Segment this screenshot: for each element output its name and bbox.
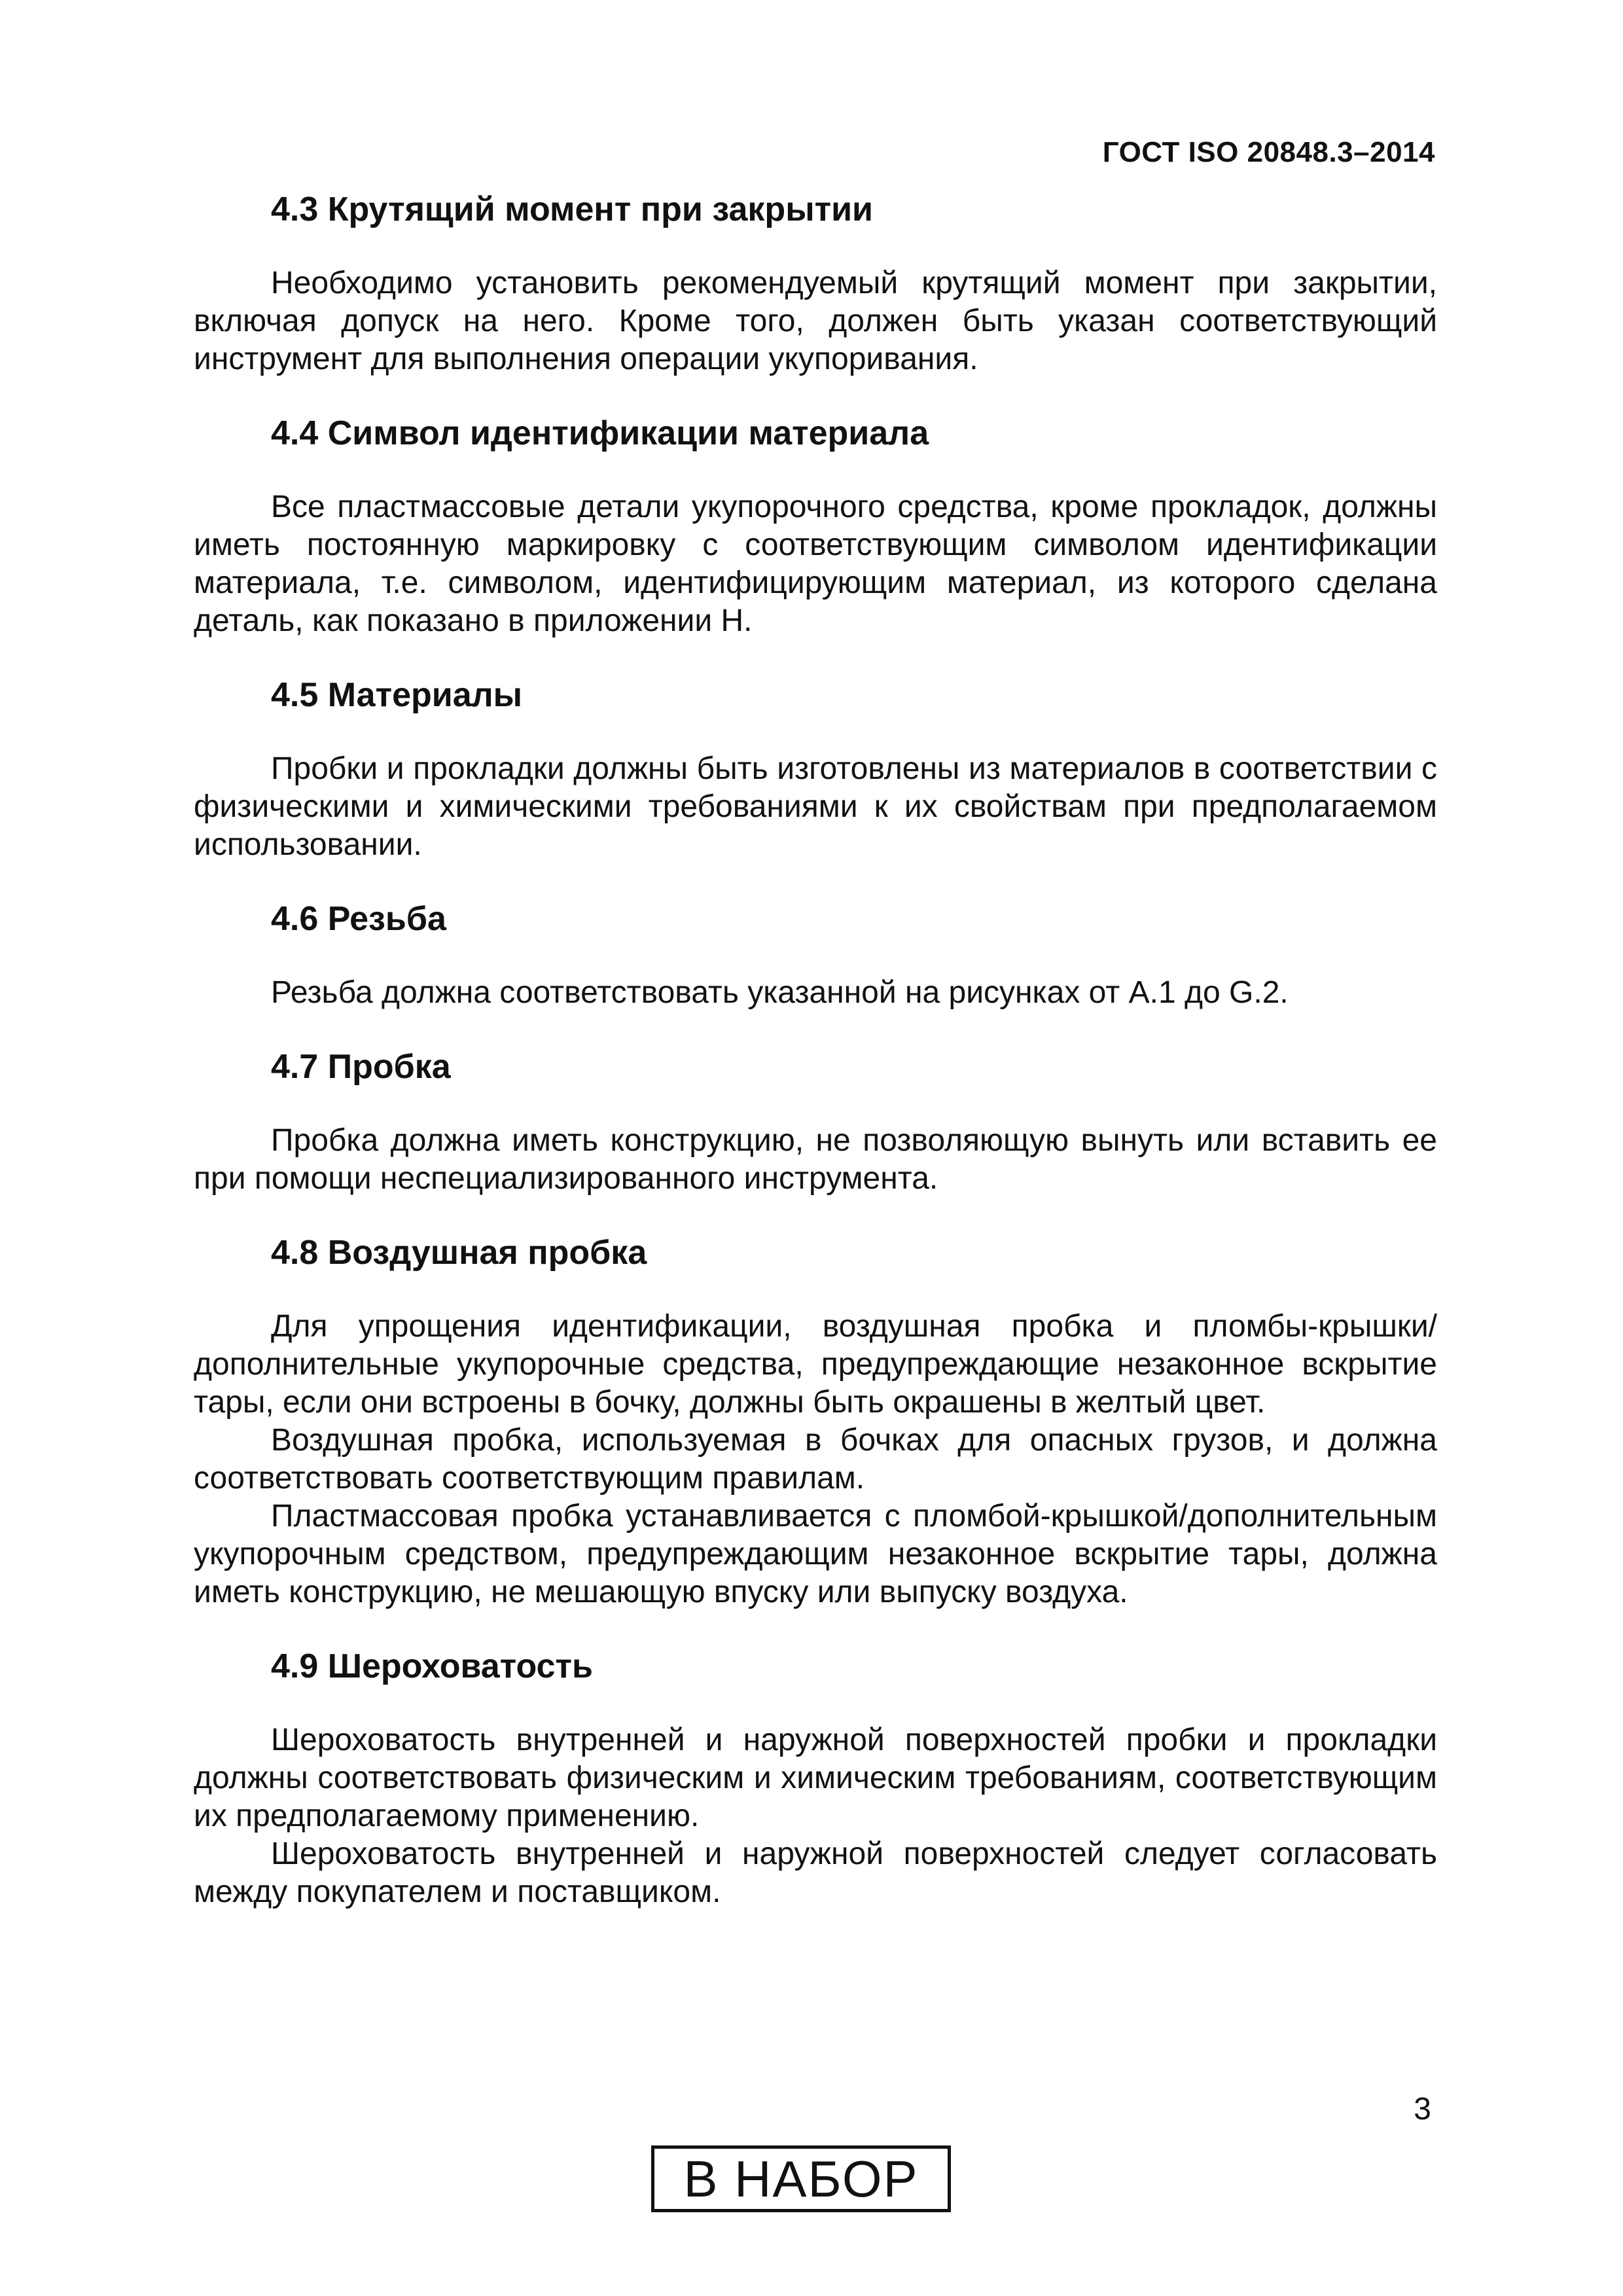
section-paragraph: Пробки и прокладки должны быть изготовлены из материалов в соответствии с физическими и химическими требованиями к их свойствам при предполагаемом использовании. — [194, 751, 1437, 862]
section-4-8 — [194, 1233, 1437, 1611]
section-paragraph: Для упрощения идентификации, воздушная пробка и пломбы-крышки/дополнительные укупорочные средства, предупреждающие незаконное вскрытие тары, если они встроены в бочку, должны быть окрашены в желтый цвет. — [194, 1309, 1437, 1420]
section-4-6 — [194, 899, 1437, 1012]
section-paragraph: Пластмассовая пробка устанавливается с пломбой-крышкой/дополнительным укупорочным средством, предупреждающим незаконное вскрытие тары, должна иметь конструкцию, не мешающую впуску или выпуску воздуха. — [194, 1499, 1437, 1609]
section-heading: 4.4 Символ идентификации материала — [271, 414, 929, 452]
document-body — [194, 190, 1437, 1911]
section-heading: 4.8 Воздушная пробка — [271, 1234, 647, 1272]
section-4-7 — [194, 1047, 1437, 1198]
section-4-5 — [194, 675, 1437, 864]
section-4-4 — [194, 414, 1437, 640]
section-paragraph: Необходимо установить рекомендуемый крутящий момент при закрытии, включая допуск на него. Кроме того, должен быть указан соответствующий инструмент для выполнения операции укупоривания. — [194, 266, 1437, 376]
section-4-3 — [194, 190, 1437, 378]
section-paragraph: Воздушная пробка, используемая в бочках для опасных грузов, и должна соответствовать соответствующим правилам. — [194, 1423, 1437, 1496]
section-heading: 4.9 Шероховатость — [271, 1647, 593, 1685]
page-number: 3 — [1414, 2092, 1431, 2126]
section-paragraph: Все пластмассовые детали укупорочного средства, кроме прокладок, должны иметь постоянную маркировку с соответствующим символом идентификации материала, т.е. символом, идентифицирующим материал, из которого сделана деталь, как показано в приложении Н. — [194, 490, 1437, 638]
section-paragraph: Резьба должна соответствовать указанной на рисунках от А.1 до G.2. — [271, 975, 1289, 1010]
document-code: ГОСТ ISO 20848.3–2014 — [1102, 136, 1435, 168]
section-4-9 — [194, 1647, 1437, 1911]
section-heading: 4.5 Материалы — [271, 676, 523, 714]
section-heading: 4.7 Пробка — [271, 1048, 451, 1086]
section-paragraph: Шероховатость внутренней и наружной поверхностей следует согласовать между покупателем и поставщиком. — [194, 1837, 1437, 1909]
section-paragraph: Пробка должна иметь конструкцию, не позволяющую вынуть или вставить ее при помощи неспециализированного инструмента. — [194, 1123, 1437, 1196]
status-stamp: В НАБОР — [651, 2145, 951, 2212]
section-heading: 4.6 Резьба — [271, 900, 446, 938]
section-heading: 4.3 Крутящий момент при закрытии — [271, 190, 874, 228]
section-paragraph: Шероховатость внутренней и наружной поверхностей пробки и прокладки должны соответствовать физическим и химическим требованиям, соответствующим их предполагаемому применению. — [194, 1723, 1437, 1833]
